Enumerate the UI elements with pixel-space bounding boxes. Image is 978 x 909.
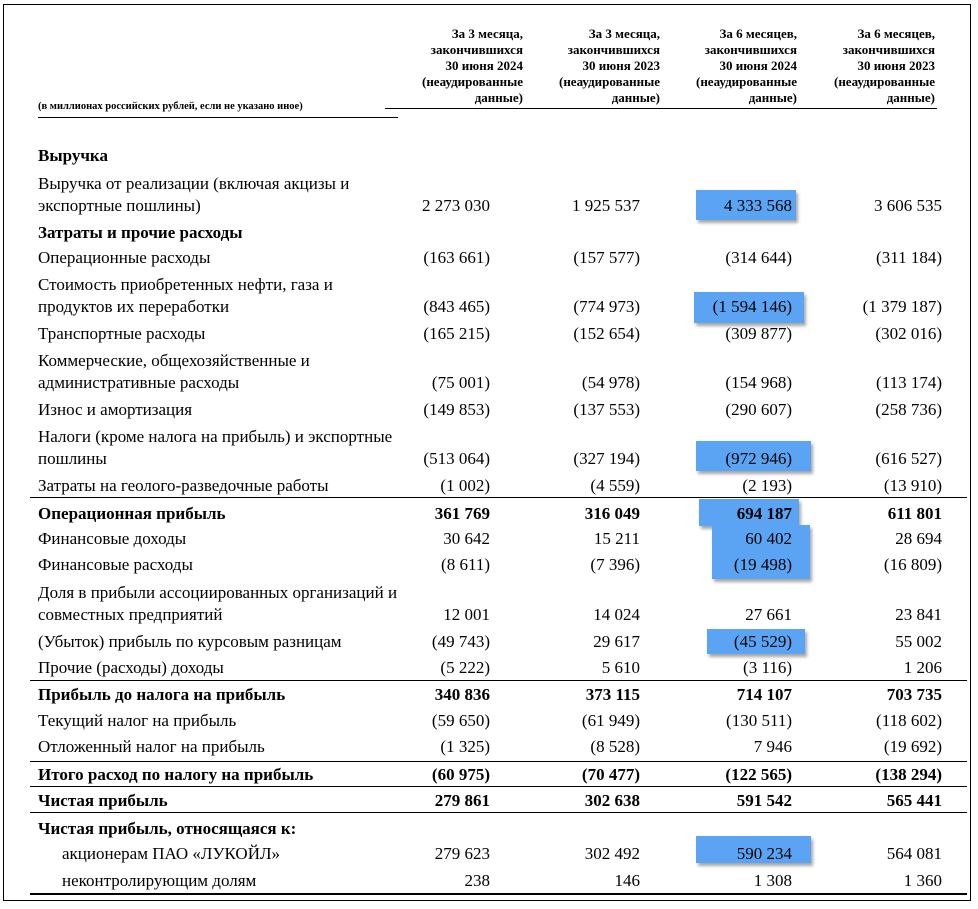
row-taxes — [0, 426, 978, 470]
cell-col-2: (152 654) — [573, 324, 640, 343]
column-header-underline — [385, 108, 525, 109]
cell-col-3: 694 187 — [736, 504, 792, 523]
cell-col-3: 4 333 568 — [724, 196, 792, 215]
row-label: Прибыль до налога на прибыль — [38, 685, 286, 704]
cell-col-3: 591 542 — [736, 791, 792, 810]
cell-col-1: (75 001) — [431, 373, 490, 392]
cell-col-4: (1 379 187) — [862, 297, 942, 316]
cell-col-3: 1 308 — [753, 871, 792, 890]
row-other — [0, 657, 978, 679]
column-header-line: данные) — [886, 90, 935, 105]
row-purchased-products — [0, 274, 978, 318]
cell-col-2: 146 — [614, 871, 640, 890]
row-equity-share — [0, 582, 978, 626]
cell-col-1: 30 642 — [443, 529, 490, 548]
cell-col-3: (130 511) — [726, 711, 792, 730]
row-pretax — [0, 684, 978, 706]
units-note: (в миллионах российских рублей, если не указано иное) — [38, 101, 303, 112]
cell-col-4: 611 801 — [887, 504, 942, 523]
column-header-line: (неаудированные — [833, 74, 935, 89]
row-label: Финансовые расходы — [38, 555, 193, 574]
row-sales-revenue — [0, 173, 978, 217]
cell-col-4: (19 692) — [883, 737, 942, 756]
table-rule — [30, 893, 967, 895]
cell-col-1: (843 465) — [423, 297, 490, 316]
column-header-line: закончившихся — [842, 42, 935, 57]
cell-col-3: 590 234 — [736, 844, 792, 863]
cell-col-4: 565 441 — [886, 791, 942, 810]
table-rule — [30, 497, 967, 498]
cell-col-3: (1 594 146) — [712, 297, 792, 316]
column-header-line: За 6 месяцев, — [719, 26, 797, 41]
row-label: Износ и амортизация — [38, 400, 193, 419]
column-header-underline — [797, 108, 937, 109]
cell-col-1: 340 836 — [434, 685, 490, 704]
cell-col-2: (137 553) — [573, 400, 640, 419]
cell-col-3: (154 968) — [725, 373, 792, 392]
cell-col-1: (5 222) — [440, 658, 490, 677]
column-header-line: закончившихся — [704, 42, 797, 57]
table-rule — [30, 786, 967, 787]
cell-col-4: (302 016) — [875, 324, 942, 343]
table-rule — [30, 680, 967, 681]
column-header-underline — [522, 108, 662, 109]
column-header-1 — [363, 26, 523, 106]
column-header-line: данные) — [611, 90, 660, 105]
column-header-line: закончившихся — [567, 42, 660, 57]
cell-col-4: 1 206 — [903, 658, 942, 677]
row-label: Финансовые доходы — [38, 529, 187, 548]
cell-col-1: (165 215) — [423, 324, 490, 343]
cell-col-2: (327 194) — [573, 449, 640, 468]
column-header-4 — [775, 26, 935, 106]
cell-col-2: 29 617 — [593, 632, 640, 651]
cell-col-1: (60 975) — [431, 765, 490, 784]
row-shareholders — [0, 843, 978, 865]
cell-col-3: 27 661 — [745, 605, 792, 624]
column-header-line: За 3 месяца, — [451, 26, 523, 41]
cell-col-3: (45 529) — [733, 632, 792, 651]
cell-col-1: (149 853) — [423, 400, 490, 419]
row-label: Операционные расходы — [38, 248, 211, 267]
row-label: Чистая прибыль — [38, 791, 168, 810]
cell-col-2: 14 024 — [593, 605, 640, 624]
cell-col-4: 3 606 535 — [874, 196, 942, 215]
row-net-profit — [0, 790, 978, 812]
row-label: акционерам ПАО «ЛУКОЙЛ» — [62, 844, 280, 863]
row-finance-income — [0, 528, 978, 550]
row-fx — [0, 631, 978, 653]
cell-col-1: 238 — [464, 871, 490, 890]
row-total-tax — [0, 764, 978, 786]
cell-col-2: (7 396) — [590, 555, 640, 574]
row-dda — [0, 399, 978, 421]
row-label: Чистая прибыль, относящаяся к: — [38, 819, 297, 838]
column-header-line: За 3 месяца, — [588, 26, 660, 41]
cell-col-2: (70 477) — [581, 765, 640, 784]
column-header-underline — [659, 108, 799, 109]
cell-col-4: (138 294) — [875, 765, 942, 784]
column-header-line: данные) — [474, 90, 523, 105]
column-header-line: (неаудированные — [558, 74, 660, 89]
row-label: Коммерческие, общехозяйственные и административные расходы — [38, 351, 310, 392]
cell-col-4: 703 735 — [886, 685, 942, 704]
row-current-tax — [0, 710, 978, 732]
cell-col-2: (54 978) — [581, 373, 640, 392]
column-header-line: 30 июня 2024 — [445, 58, 523, 73]
row-label: Выручка от реализации (включая акцизы и экспортные пошлины) — [38, 174, 350, 215]
table-rule — [30, 761, 967, 762]
row-label: Затраты на геолого-разведочные работы — [38, 476, 329, 495]
row-deferred-tax — [0, 736, 978, 758]
cell-col-1: 2 273 030 — [422, 196, 490, 215]
cell-col-3: 7 946 — [753, 737, 792, 756]
cell-col-1: (59 650) — [431, 711, 490, 730]
units-underline — [38, 117, 398, 118]
cell-col-3: (290 607) — [725, 400, 792, 419]
cell-col-4: 55 002 — [895, 632, 942, 651]
row-label: Выручка — [38, 146, 108, 165]
cell-col-2: 5 610 — [601, 658, 640, 677]
row-minority — [0, 870, 978, 892]
cell-col-1: (1 325) — [440, 737, 490, 756]
cell-col-2: (61 949) — [581, 711, 640, 730]
cell-col-3: (122 565) — [725, 765, 792, 784]
row-label: неконтролирующим долям — [62, 871, 257, 890]
column-header-3 — [637, 26, 797, 106]
cell-col-1: (1 002) — [440, 476, 490, 495]
cell-col-3: 714 107 — [736, 685, 792, 704]
row-label: Текущий налог на прибыль — [38, 711, 237, 730]
cell-col-4: 28 694 — [895, 529, 942, 548]
row-revenue-heading — [0, 145, 978, 167]
cell-col-1: (513 064) — [423, 449, 490, 468]
cell-col-3: (309 877) — [725, 324, 792, 343]
cell-col-4: (616 527) — [875, 449, 942, 468]
cell-col-2: (774 973) — [573, 297, 640, 316]
row-label: Налоги (кроме налога на прибыль) и экспортные пошлины — [38, 427, 393, 468]
table-rule — [30, 812, 967, 813]
column-header-line: (неаудированные — [421, 74, 523, 89]
row-label: Доля в прибыли ассоциированных организаций и совместных предприятий — [38, 583, 398, 624]
cell-col-4: (13 910) — [883, 476, 942, 495]
cell-col-3: (972 946) — [725, 449, 792, 468]
cell-col-2: (8 528) — [590, 737, 640, 756]
row-label: Итого расход по налогу на прибыль — [38, 765, 314, 784]
column-header-line: 30 июня 2023 — [857, 58, 935, 73]
row-label: Затраты и прочие расходы — [38, 223, 243, 242]
cell-col-3: (2 193) — [742, 476, 792, 495]
cell-col-1: 279 623 — [434, 844, 490, 863]
column-header-line: закончившихся — [430, 42, 523, 57]
column-header-line: 30 июня 2024 — [719, 58, 797, 73]
row-finance-costs — [0, 554, 978, 576]
row-label: Транспортные расходы — [38, 324, 206, 343]
cell-col-4: 23 841 — [895, 605, 942, 624]
cell-col-3: 60 402 — [745, 529, 792, 548]
row-sga — [0, 350, 978, 394]
cell-col-2: 316 049 — [584, 504, 640, 523]
cell-col-1: (49 743) — [431, 632, 490, 651]
row-operating-profit — [0, 503, 978, 525]
cell-col-2: 15 211 — [593, 529, 640, 548]
row-label: (Убыток) прибыль по курсовым разницам — [38, 632, 342, 651]
cell-col-4: (118 602) — [876, 711, 942, 730]
cell-col-4: 564 081 — [886, 844, 942, 863]
cell-col-2: 302 492 — [584, 844, 640, 863]
cell-col-2: (157 577) — [573, 248, 640, 267]
cell-col-1: 279 861 — [434, 791, 490, 810]
cell-col-2: (4 559) — [590, 476, 640, 495]
cell-col-4: (311 184) — [876, 248, 942, 267]
row-operating-expenses — [0, 247, 978, 269]
row-label: Прочие (расходы) доходы — [38, 658, 224, 677]
row-attrib-heading — [0, 818, 978, 840]
cell-col-4: (16 809) — [883, 555, 942, 574]
cell-col-1: 361 769 — [434, 504, 490, 523]
row-label: Операционная прибыль — [38, 504, 226, 523]
row-label: Отложенный налог на прибыль — [38, 737, 265, 756]
column-header-line: За 6 месяцев, — [857, 26, 935, 41]
row-label: Стоимость приобретенных нефти, газа и продуктов их переработки — [38, 275, 333, 316]
cell-col-3: (314 644) — [725, 248, 792, 267]
cell-col-1: (163 661) — [423, 248, 490, 267]
cell-col-3: (19 498) — [733, 555, 792, 574]
column-header-line: (неаудированные — [695, 74, 797, 89]
row-exploration — [0, 475, 978, 497]
cell-col-4: 1 360 — [903, 871, 942, 890]
cell-col-3: (3 116) — [743, 658, 792, 677]
cell-col-2: 373 115 — [585, 685, 640, 704]
cell-col-4: (113 174) — [876, 373, 942, 392]
row-costs-heading — [0, 222, 978, 244]
cell-col-4: (258 736) — [875, 400, 942, 419]
column-header-line: данные) — [748, 90, 797, 105]
cell-col-1: 12 001 — [443, 605, 490, 624]
cell-col-2: 302 638 — [584, 791, 640, 810]
cell-col-1: (8 611) — [441, 555, 490, 574]
column-header-2 — [500, 26, 660, 106]
column-header-line: 30 июня 2023 — [582, 58, 660, 73]
cell-col-2: 1 925 537 — [572, 196, 640, 215]
row-transport — [0, 323, 978, 345]
